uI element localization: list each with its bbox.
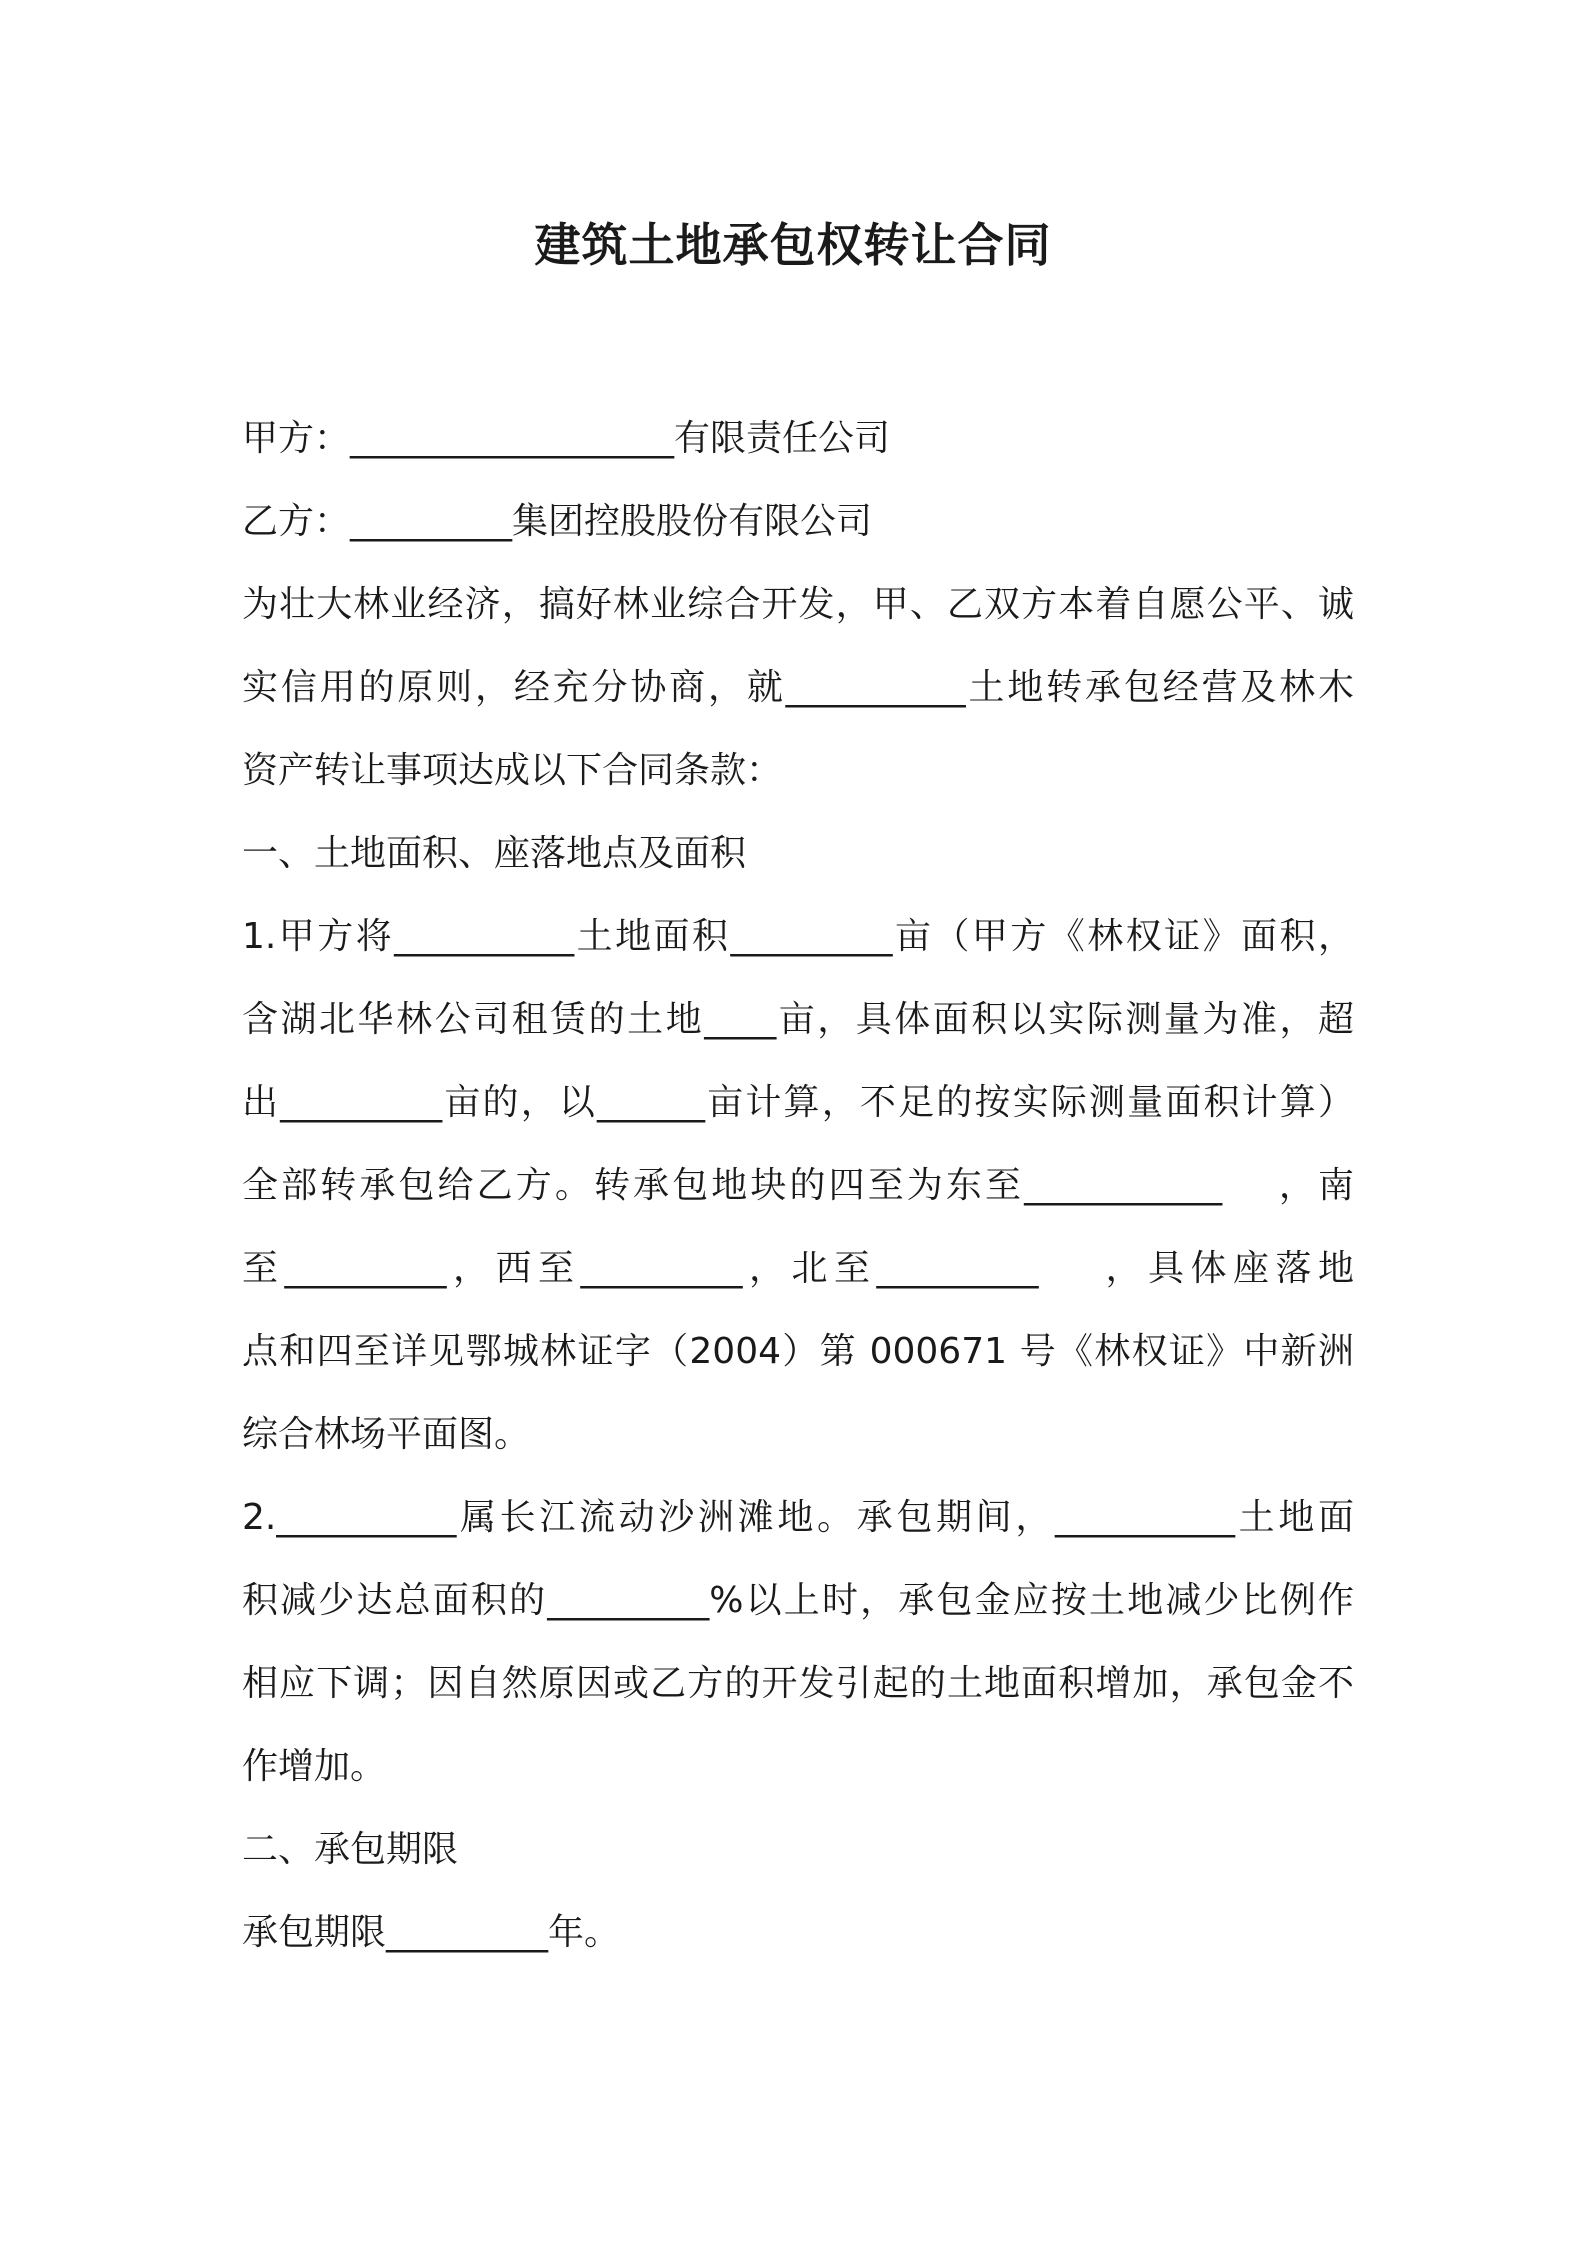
clause-1-line-2: 含湖北华林公司租赁的土地____亩，具体面积以实际测量为准，超 (242, 999, 1354, 1040)
section-2-heading: 二、承包期限 (242, 1829, 459, 1870)
clause-1-line-5: 至_________，西至_________，北至_________ ，具体座落地 (242, 1248, 1354, 1289)
clause-2-line-4: 作增加。 (242, 1746, 387, 1787)
clause-1-line-4: 全部转承包给乙方。转承包地块的四至为东至___________ ，南 (242, 1165, 1354, 1206)
clause-2-line-3: 相应下调；因自然原因或乙方的开发引起的土地面积增加，承包金不 (242, 1663, 1354, 1704)
clause-1-line-6: 点和四至详见鄂城林证字（2004）第 000671 号《林权证》中新洲 (242, 1331, 1354, 1372)
clause-2-line-2: 积减少达总面积的_________%以上时，承包金应按土地减少比例作 (242, 1580, 1354, 1621)
document-title: 建筑土地承包权转让合同 (534, 218, 1052, 272)
clause-1-line-3: 出_________亩的，以______亩计算，不足的按实际测量面积计算） (242, 1082, 1354, 1123)
preamble-line-3: 资产转让事项达成以下合同条款： (242, 750, 783, 791)
term-line: 承包期限_________年。 (242, 1912, 621, 1953)
party-b-line: 乙方：_________集团控股股份有限公司 (242, 501, 873, 542)
clause-2-line-1: 2.__________属长江流动沙洲滩地。承包期间，__________土地面 (242, 1497, 1354, 1538)
clause-1-line-7: 综合林场平面图。 (242, 1414, 531, 1455)
clause-1-line-1: 1.甲方将__________土地面积_________亩（甲方《林权证》面积， (242, 916, 1354, 957)
party-a-line: 甲方：__________________有限责任公司 (242, 418, 891, 459)
document-body (242, 397, 1354, 1974)
section-1-heading: 一、土地面积、座落地点及面积 (242, 833, 747, 874)
preamble-line-2: 实信用的原则，经充分协商，就__________土地转承包经营及林木 (242, 667, 1354, 708)
preamble-line-1: 为壮大林业经济，搞好林业综合开发，甲、乙双方本着自愿公平、诚 (242, 584, 1354, 625)
